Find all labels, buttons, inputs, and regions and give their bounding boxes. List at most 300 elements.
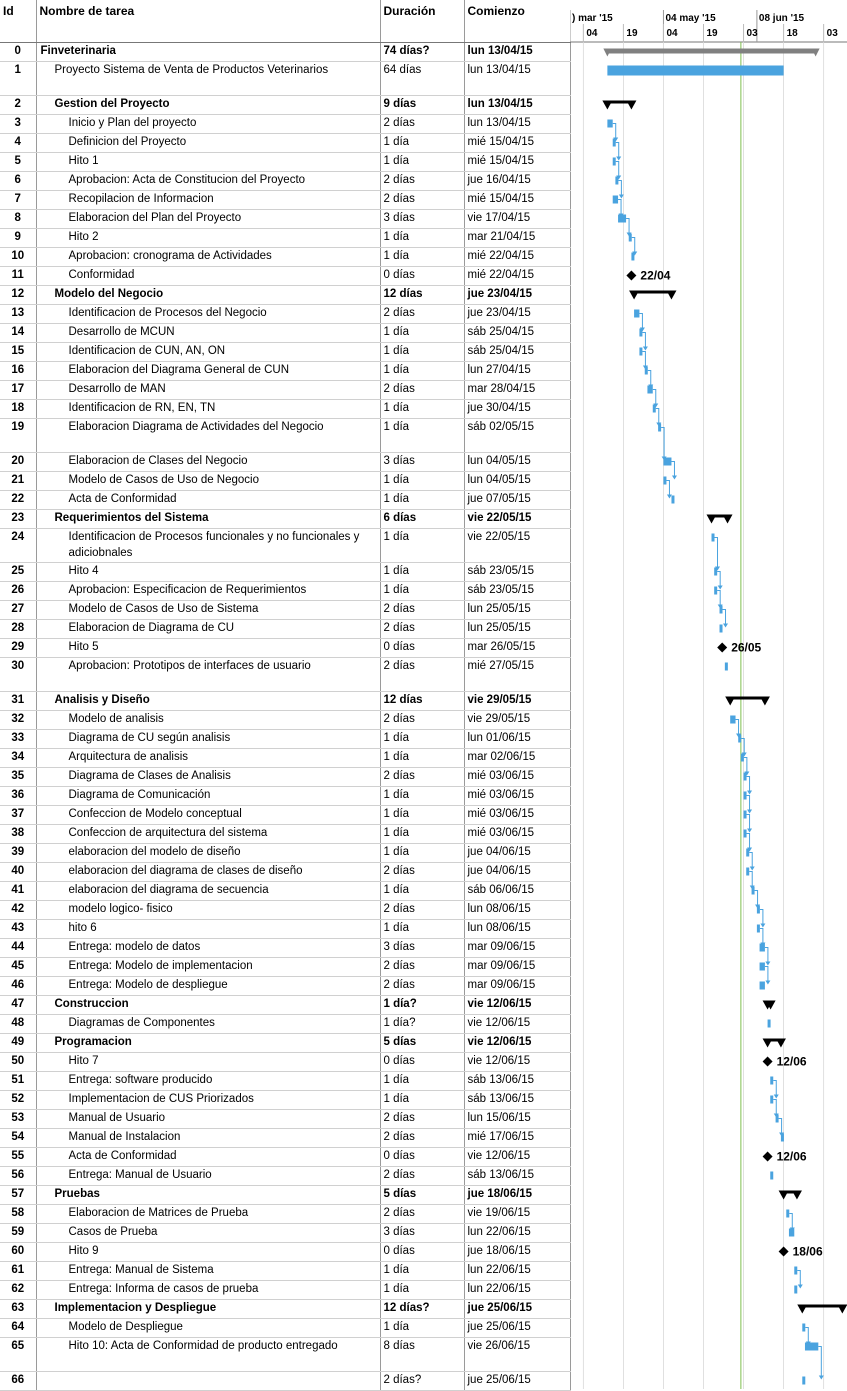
task-name[interactable]: Elaboracion de Diagrama de CU: [36, 620, 380, 639]
table-row[interactable]: [0, 381, 570, 400]
task-id[interactable]: 30: [0, 658, 36, 692]
task-name[interactable]: Inicio y Plan del proyecto: [36, 115, 380, 134]
task-name[interactable]: Hito 4: [36, 563, 380, 582]
task-start[interactable]: sáb 06/06/15: [464, 882, 570, 901]
task-start[interactable]: mar 28/04/15: [464, 381, 570, 400]
table-row[interactable]: [0, 1148, 570, 1167]
table-row[interactable]: [0, 639, 570, 658]
task-name[interactable]: Acta de Conformidad: [36, 1148, 380, 1167]
task-start[interactable]: mié 22/04/15: [464, 267, 570, 286]
task-start[interactable]: jue 07/05/15: [464, 491, 570, 510]
task-id[interactable]: 45: [0, 958, 36, 977]
task-start[interactable]: lun 25/05/15: [464, 620, 570, 639]
task-name[interactable]: Analisis y Diseño: [36, 692, 380, 711]
task-duration[interactable]: 2 días: [380, 711, 464, 730]
task-name[interactable]: Elaboracion del Diagrama General de CUN: [36, 362, 380, 381]
task-duration[interactable]: 6 días: [380, 510, 464, 529]
table-row[interactable]: [0, 977, 570, 996]
task-start[interactable]: sáb 13/06/15: [464, 1167, 570, 1186]
table-row[interactable]: [0, 1167, 570, 1186]
task-duration[interactable]: 1 día: [380, 529, 464, 563]
task-id[interactable]: 60: [0, 1243, 36, 1262]
table-row[interactable]: [0, 620, 570, 639]
task-name[interactable]: Acta de Conformidad: [36, 491, 380, 510]
task-start[interactable]: mié 03/06/15: [464, 768, 570, 787]
task-start[interactable]: lun 15/06/15: [464, 1110, 570, 1129]
task-start[interactable]: vie 12/06/15: [464, 1015, 570, 1034]
task-name[interactable]: Conformidad: [36, 267, 380, 286]
task-start[interactable]: lun 13/04/15: [464, 62, 570, 96]
task-start[interactable]: lun 27/04/15: [464, 362, 570, 381]
table-row[interactable]: [0, 1224, 570, 1243]
task-start[interactable]: mar 09/06/15: [464, 939, 570, 958]
task-id[interactable]: 65: [0, 1338, 36, 1372]
task-start[interactable]: lun 08/06/15: [464, 901, 570, 920]
task-name[interactable]: Modelo de Casos de Uso de Negocio: [36, 472, 380, 491]
task-duration[interactable]: 12 días: [380, 692, 464, 711]
task-duration[interactable]: 0 días: [380, 1053, 464, 1072]
task-id[interactable]: 58: [0, 1205, 36, 1224]
task-id[interactable]: 53: [0, 1110, 36, 1129]
table-row[interactable]: [0, 191, 570, 210]
task-name[interactable]: Modelo de analisis: [36, 711, 380, 730]
task-id[interactable]: 39: [0, 844, 36, 863]
task-start[interactable]: sáb 13/06/15: [464, 1072, 570, 1091]
task-id[interactable]: 36: [0, 787, 36, 806]
task-duration[interactable]: 1 día: [380, 362, 464, 381]
task-duration[interactable]: 2 días: [380, 381, 464, 400]
task-start[interactable]: mié 17/06/15: [464, 1129, 570, 1148]
task-start[interactable]: jue 25/06/15: [464, 1319, 570, 1338]
task-start[interactable]: mié 15/04/15: [464, 134, 570, 153]
task-id[interactable]: 59: [0, 1224, 36, 1243]
task-id[interactable]: 9: [0, 229, 36, 248]
table-row[interactable]: [0, 1372, 570, 1391]
task-id[interactable]: 16: [0, 362, 36, 381]
table-row[interactable]: [0, 844, 570, 863]
task-name[interactable]: Desarrollo de MCUN: [36, 324, 380, 343]
task-start[interactable]: mié 03/06/15: [464, 787, 570, 806]
task-duration[interactable]: 2 días: [380, 172, 464, 191]
task-id[interactable]: 28: [0, 620, 36, 639]
task-start[interactable]: sáb 23/05/15: [464, 563, 570, 582]
task-id[interactable]: 29: [0, 639, 36, 658]
task-id[interactable]: 32: [0, 711, 36, 730]
task-duration[interactable]: 1 día: [380, 882, 464, 901]
table-row[interactable]: [0, 1091, 570, 1110]
table-row[interactable]: [0, 1205, 570, 1224]
task-name[interactable]: Pruebas: [36, 1186, 380, 1205]
task-name[interactable]: Entrega: software producido: [36, 1072, 380, 1091]
task-name[interactable]: Entrega: modelo de datos: [36, 939, 380, 958]
task-start[interactable]: jue 18/06/15: [464, 1243, 570, 1262]
table-row[interactable]: [0, 172, 570, 191]
task-start[interactable]: vie 29/05/15: [464, 692, 570, 711]
task-start[interactable]: lun 25/05/15: [464, 601, 570, 620]
task-name[interactable]: Manual de Usuario: [36, 1110, 380, 1129]
task-start[interactable]: lun 22/06/15: [464, 1262, 570, 1281]
task-duration[interactable]: 5 días: [380, 1034, 464, 1053]
task-id[interactable]: 66: [0, 1372, 36, 1391]
task-duration[interactable]: 12 días: [380, 286, 464, 305]
task-name[interactable]: Hito 7: [36, 1053, 380, 1072]
task-duration[interactable]: 1 día: [380, 920, 464, 939]
task-start[interactable]: lun 04/05/15: [464, 453, 570, 472]
task-duration[interactable]: 3 días: [380, 939, 464, 958]
task-name[interactable]: Casos de Prueba: [36, 1224, 380, 1243]
task-duration[interactable]: 2 días: [380, 1110, 464, 1129]
task-id[interactable]: 57: [0, 1186, 36, 1205]
task-name[interactable]: Entrega: Informa de casos de prueba: [36, 1281, 380, 1300]
task-name[interactable]: Aprobacion: Acta de Constitucion del Proyecto: [36, 172, 380, 191]
task-id[interactable]: 61: [0, 1262, 36, 1281]
task-start[interactable]: jue 23/04/15: [464, 305, 570, 324]
task-id[interactable]: 4: [0, 134, 36, 153]
task-name[interactable]: Diagrama de Clases de Analisis: [36, 768, 380, 787]
task-id[interactable]: 41: [0, 882, 36, 901]
task-name[interactable]: Hito 1: [36, 153, 380, 172]
task-start[interactable]: vie 12/06/15: [464, 1053, 570, 1072]
table-row[interactable]: [0, 711, 570, 730]
table-row[interactable]: [0, 43, 570, 62]
table-row[interactable]: [0, 863, 570, 882]
task-duration[interactable]: 12 días?: [380, 1300, 464, 1319]
task-start[interactable]: lun 01/06/15: [464, 730, 570, 749]
task-duration[interactable]: 1 día: [380, 1281, 464, 1300]
table-row[interactable]: [0, 920, 570, 939]
table-row[interactable]: [0, 453, 570, 472]
task-duration[interactable]: 0 días: [380, 1243, 464, 1262]
task-id[interactable]: 22: [0, 491, 36, 510]
task-id[interactable]: 6: [0, 172, 36, 191]
task-name[interactable]: modelo logico- fisico: [36, 901, 380, 920]
task-start[interactable]: vie 17/04/15: [464, 210, 570, 229]
task-duration[interactable]: 0 días: [380, 1148, 464, 1167]
task-id[interactable]: 47: [0, 996, 36, 1015]
task-name[interactable]: Modelo de Despliegue: [36, 1319, 380, 1338]
task-start[interactable]: vie 22/05/15: [464, 510, 570, 529]
task-duration[interactable]: 3 días: [380, 453, 464, 472]
table-row[interactable]: [0, 134, 570, 153]
task-id[interactable]: 56: [0, 1167, 36, 1186]
table-row[interactable]: [0, 419, 570, 453]
task-id[interactable]: 27: [0, 601, 36, 620]
task-duration[interactable]: 2 días: [380, 305, 464, 324]
task-duration[interactable]: 1 día: [380, 400, 464, 419]
task-name[interactable]: Confeccion de Modelo conceptual: [36, 806, 380, 825]
task-start[interactable]: jue 23/04/15: [464, 286, 570, 305]
task-name[interactable]: hito 6: [36, 920, 380, 939]
task-id[interactable]: 19: [0, 419, 36, 453]
task-name[interactable]: elaboracion del modelo de diseño: [36, 844, 380, 863]
task-id[interactable]: 3: [0, 115, 36, 134]
task-start[interactable]: lun 22/06/15: [464, 1281, 570, 1300]
task-id[interactable]: 11: [0, 267, 36, 286]
task-duration[interactable]: 1 día: [380, 229, 464, 248]
table-row[interactable]: [0, 286, 570, 305]
table-row[interactable]: [0, 730, 570, 749]
task-name[interactable]: Construccion: [36, 996, 380, 1015]
table-row[interactable]: [0, 1281, 570, 1300]
task-id[interactable]: 13: [0, 305, 36, 324]
task-name[interactable]: Manual de Instalacion: [36, 1129, 380, 1148]
column-header-duration[interactable]: Duración: [380, 0, 464, 43]
task-id[interactable]: 38: [0, 825, 36, 844]
task-duration[interactable]: 1 día: [380, 806, 464, 825]
task-id[interactable]: 0: [0, 43, 36, 62]
task-name[interactable]: elaboracion del diagrama de secuencia: [36, 882, 380, 901]
task-name[interactable]: Entrega: Modelo de implementacion: [36, 958, 380, 977]
task-name[interactable]: Aprobacion: Especificacion de Requerimientos: [36, 582, 380, 601]
task-duration[interactable]: 2 días: [380, 1129, 464, 1148]
table-row[interactable]: [0, 96, 570, 115]
task-name[interactable]: Diagrama de Comunicación: [36, 787, 380, 806]
task-start[interactable]: jue 25/06/15: [464, 1372, 570, 1391]
task-id[interactable]: 62: [0, 1281, 36, 1300]
task-duration[interactable]: 2 días: [380, 1167, 464, 1186]
task-start[interactable]: sáb 25/04/15: [464, 343, 570, 362]
task-start[interactable]: mié 03/06/15: [464, 806, 570, 825]
task-duration[interactable]: 1 día: [380, 248, 464, 267]
task-id[interactable]: 46: [0, 977, 36, 996]
task-start[interactable]: jue 25/06/15: [464, 1300, 570, 1319]
task-id[interactable]: 15: [0, 343, 36, 362]
task-start[interactable]: lun 13/04/15: [464, 43, 570, 62]
task-name[interactable]: Elaboracion del Plan del Proyecto: [36, 210, 380, 229]
table-row[interactable]: [0, 1072, 570, 1091]
task-start[interactable]: jue 18/06/15: [464, 1186, 570, 1205]
table-row[interactable]: [0, 491, 570, 510]
task-start[interactable]: jue 30/04/15: [464, 400, 570, 419]
task-duration[interactable]: 1 día?: [380, 1015, 464, 1034]
task-id[interactable]: 48: [0, 1015, 36, 1034]
task-duration[interactable]: 2 días: [380, 768, 464, 787]
task-duration[interactable]: 1 día: [380, 343, 464, 362]
task-duration[interactable]: 1 día: [380, 419, 464, 453]
task-start[interactable]: lun 04/05/15: [464, 472, 570, 491]
task-duration[interactable]: 1 día: [380, 730, 464, 749]
task-name[interactable]: Modelo del Negocio: [36, 286, 380, 305]
table-row[interactable]: [0, 210, 570, 229]
task-duration[interactable]: 2 días: [380, 958, 464, 977]
table-row[interactable]: [0, 1243, 570, 1262]
task-duration[interactable]: 2 días: [380, 115, 464, 134]
task-duration[interactable]: 2 días: [380, 977, 464, 996]
task-start[interactable]: mar 26/05/15: [464, 639, 570, 658]
task-duration[interactable]: 3 días: [380, 210, 464, 229]
task-id[interactable]: 26: [0, 582, 36, 601]
task-duration[interactable]: 74 días?: [380, 43, 464, 62]
task-duration[interactable]: 2 días: [380, 658, 464, 692]
task-name[interactable]: Finveterinaria: [36, 43, 380, 62]
task-id[interactable]: 20: [0, 453, 36, 472]
table-row[interactable]: [0, 62, 570, 96]
table-row[interactable]: [0, 601, 570, 620]
task-name[interactable]: Identificacion de Procesos funcionales y no funcionales y adiciobnales: [36, 529, 380, 563]
column-header-id[interactable]: Id: [0, 0, 36, 43]
table-row[interactable]: [0, 1262, 570, 1281]
task-duration[interactable]: 2 días: [380, 620, 464, 639]
task-id[interactable]: 54: [0, 1129, 36, 1148]
task-duration[interactable]: 5 días: [380, 1186, 464, 1205]
task-name[interactable]: Identificacion de CUN, AN, ON: [36, 343, 380, 362]
table-row[interactable]: [0, 248, 570, 267]
table-row[interactable]: [0, 343, 570, 362]
table-row[interactable]: [0, 267, 570, 286]
task-duration[interactable]: 1 día: [380, 844, 464, 863]
task-name[interactable]: Implementacion de CUS Priorizados: [36, 1091, 380, 1110]
task-duration[interactable]: 1 día: [380, 749, 464, 768]
task-name[interactable]: Hito 5: [36, 639, 380, 658]
task-name[interactable]: Hito 2: [36, 229, 380, 248]
task-id[interactable]: 64: [0, 1319, 36, 1338]
table-row[interactable]: [0, 1053, 570, 1072]
task-name[interactable]: Hito 9: [36, 1243, 380, 1262]
task-duration[interactable]: 2 días: [380, 191, 464, 210]
task-id[interactable]: 8: [0, 210, 36, 229]
table-row[interactable]: [0, 362, 570, 381]
task-name[interactable]: Desarrollo de MAN: [36, 381, 380, 400]
table-row[interactable]: [0, 806, 570, 825]
table-row[interactable]: [0, 958, 570, 977]
task-name[interactable]: Aprobacion: cronograma de Actividades: [36, 248, 380, 267]
task-name[interactable]: Identificacion de Procesos del Negocio: [36, 305, 380, 324]
task-start[interactable]: vie 19/06/15: [464, 1205, 570, 1224]
task-start[interactable]: mar 09/06/15: [464, 977, 570, 996]
table-row[interactable]: [0, 882, 570, 901]
table-row[interactable]: [0, 1338, 570, 1372]
task-id[interactable]: 7: [0, 191, 36, 210]
task-start[interactable]: lun 08/06/15: [464, 920, 570, 939]
task-duration[interactable]: 1 día: [380, 153, 464, 172]
task-id[interactable]: 49: [0, 1034, 36, 1053]
task-duration[interactable]: 1 día: [380, 1319, 464, 1338]
task-name[interactable]: Elaboracion Diagrama de Actividades del Negocio: [36, 419, 380, 453]
task-duration[interactable]: 0 días: [380, 639, 464, 658]
task-start[interactable]: lun 13/04/15: [464, 96, 570, 115]
task-duration[interactable]: 2 días: [380, 901, 464, 920]
task-start[interactable]: lun 22/06/15: [464, 1224, 570, 1243]
task-start[interactable]: mié 03/06/15: [464, 825, 570, 844]
task-duration[interactable]: 1 día: [380, 825, 464, 844]
task-start[interactable]: mié 15/04/15: [464, 191, 570, 210]
table-row[interactable]: [0, 901, 570, 920]
task-duration[interactable]: 1 día: [380, 472, 464, 491]
task-name[interactable]: Diagramas de Componentes: [36, 1015, 380, 1034]
task-name[interactable]: Recopilacion de Informacion: [36, 191, 380, 210]
task-id[interactable]: 40: [0, 863, 36, 882]
task-duration[interactable]: 2 días: [380, 601, 464, 620]
task-id[interactable]: 31: [0, 692, 36, 711]
task-start[interactable]: jue 04/06/15: [464, 844, 570, 863]
table-row[interactable]: [0, 529, 570, 563]
task-name[interactable]: Diagrama de CU según analisis: [36, 730, 380, 749]
table-row[interactable]: [0, 768, 570, 787]
table-row[interactable]: [0, 939, 570, 958]
task-id[interactable]: 50: [0, 1053, 36, 1072]
task-start[interactable]: mié 15/04/15: [464, 153, 570, 172]
task-duration[interactable]: 9 días: [380, 96, 464, 115]
task-id[interactable]: 23: [0, 510, 36, 529]
task-name[interactable]: Implementacion y Despliegue: [36, 1300, 380, 1319]
task-id[interactable]: 18: [0, 400, 36, 419]
task-id[interactable]: 42: [0, 901, 36, 920]
task-name[interactable]: Entrega: Manual de Sistema: [36, 1262, 380, 1281]
table-row[interactable]: [0, 400, 570, 419]
table-row[interactable]: [0, 692, 570, 711]
table-row[interactable]: [0, 324, 570, 343]
task-start[interactable]: lun 13/04/15: [464, 115, 570, 134]
task-duration[interactable]: 1 día: [380, 582, 464, 601]
task-id[interactable]: 2: [0, 96, 36, 115]
task-name[interactable]: Definicion del Proyecto: [36, 134, 380, 153]
task-name[interactable]: Elaboracion de Clases del Negocio: [36, 453, 380, 472]
task-duration[interactable]: 2 días: [380, 1205, 464, 1224]
task-duration[interactable]: 1 día: [380, 134, 464, 153]
task-name[interactable]: Confeccion de arquitectura del sistema: [36, 825, 380, 844]
task-start[interactable]: jue 16/04/15: [464, 172, 570, 191]
column-header-name[interactable]: Nombre de tarea: [36, 0, 380, 43]
task-id[interactable]: 10: [0, 248, 36, 267]
task-start[interactable]: mié 22/04/15: [464, 248, 570, 267]
task-name[interactable]: Proyecto Sistema de Venta de Productos Veterinarios: [36, 62, 380, 96]
task-id[interactable]: 52: [0, 1091, 36, 1110]
task-start[interactable]: sáb 02/05/15: [464, 419, 570, 453]
task-id[interactable]: 35: [0, 768, 36, 787]
task-id[interactable]: 55: [0, 1148, 36, 1167]
task-duration[interactable]: 1 día?: [380, 996, 464, 1015]
task-start[interactable]: vie 12/06/15: [464, 996, 570, 1015]
table-row[interactable]: [0, 1034, 570, 1053]
task-start[interactable]: sáb 23/05/15: [464, 582, 570, 601]
task-start[interactable]: vie 29/05/15: [464, 711, 570, 730]
task-start[interactable]: vie 22/05/15: [464, 529, 570, 563]
table-row[interactable]: [0, 658, 570, 692]
table-row[interactable]: [0, 996, 570, 1015]
task-id[interactable]: 33: [0, 730, 36, 749]
table-row[interactable]: [0, 1186, 570, 1205]
task-name[interactable]: Programacion: [36, 1034, 380, 1053]
task-name[interactable]: Gestion del Proyecto: [36, 96, 380, 115]
task-name[interactable]: Identificacion de RN, EN, TN: [36, 400, 380, 419]
task-name[interactable]: Requerimientos del Sistema: [36, 510, 380, 529]
table-row[interactable]: [0, 1300, 570, 1319]
task-duration[interactable]: 1 día: [380, 1262, 464, 1281]
task-id[interactable]: 24: [0, 529, 36, 563]
task-id[interactable]: 63: [0, 1300, 36, 1319]
table-row[interactable]: [0, 472, 570, 491]
task-duration[interactable]: 1 día: [380, 491, 464, 510]
task-id[interactable]: 51: [0, 1072, 36, 1091]
task-start[interactable]: mar 21/04/15: [464, 229, 570, 248]
task-id[interactable]: 12: [0, 286, 36, 305]
table-row[interactable]: [0, 749, 570, 768]
task-name[interactable]: Entrega: Manual de Usuario: [36, 1167, 380, 1186]
task-duration[interactable]: 2 días: [380, 863, 464, 882]
table-row[interactable]: [0, 153, 570, 172]
task-duration[interactable]: 3 días: [380, 1224, 464, 1243]
task-name[interactable]: elaboracion del diagrama de clases de diseño: [36, 863, 380, 882]
task-start[interactable]: vie 26/06/15: [464, 1338, 570, 1372]
task-duration[interactable]: 1 día: [380, 563, 464, 582]
table-row[interactable]: [0, 510, 570, 529]
task-id[interactable]: 37: [0, 806, 36, 825]
task-start[interactable]: vie 12/06/15: [464, 1148, 570, 1167]
column-header-start[interactable]: Comienzo: [464, 0, 570, 43]
task-start[interactable]: jue 04/06/15: [464, 863, 570, 882]
task-duration[interactable]: 1 día: [380, 787, 464, 806]
table-row[interactable]: [0, 1015, 570, 1034]
